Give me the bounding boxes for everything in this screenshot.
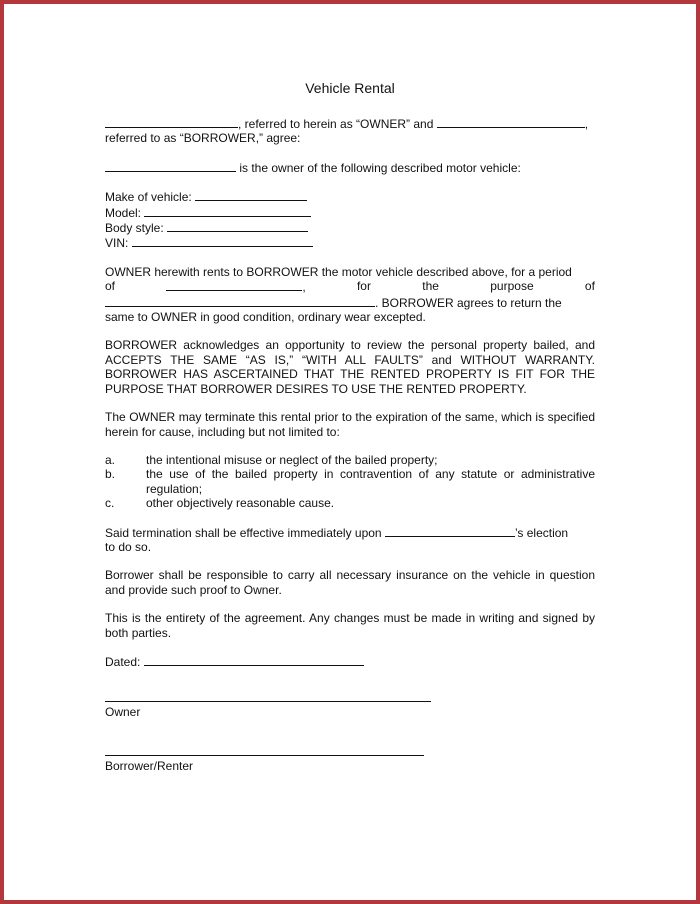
list-text: the intentional misuse or neglect of the bailed property; <box>146 452 438 467</box>
document-title: Vehicle Rental <box>305 80 395 96</box>
election-blank[interactable] <box>385 525 515 537</box>
field-vin <box>105 235 595 250</box>
parties-line-2: referred to as “BORROWER,” agree: <box>105 131 301 146</box>
list-text <box>146 467 595 496</box>
parties-comma: , <box>584 117 589 131</box>
period-blank[interactable] <box>166 279 302 291</box>
field-make <box>105 189 595 204</box>
effective-line <box>105 525 595 540</box>
body-style-blank[interactable] <box>167 220 308 232</box>
list-marker: b. <box>105 467 116 482</box>
list-item-row <box>105 467 595 496</box>
vin-blank[interactable] <box>132 235 313 247</box>
list-text: other objectively reasonable cause. <box>146 496 335 511</box>
owner-statement-text: is the owner of the following described motor vehicle: <box>239 160 521 175</box>
list-text-content: the use of the bailed property in contravention of any statute or administrative regulation; <box>146 467 595 496</box>
rental-terms-line-4: same to OWNER in good condition, ordinary wear excepted. <box>105 310 426 325</box>
effective-line-2: to do so. <box>105 539 152 554</box>
rt-purpose: purpose <box>490 279 534 294</box>
rental-terms-line-3 <box>105 295 595 310</box>
dated-line <box>105 654 595 669</box>
termination-paragraph: The OWNER may terminate this rental prior to the expiration of the same, which is specified herein for cause, including but not limited to: <box>105 410 595 439</box>
parties-text: , referred to herein as “OWNER” and <box>238 117 434 131</box>
rt-of: of <box>105 279 116 294</box>
field-body-label: Body style: <box>105 221 164 236</box>
list-item <box>105 496 595 510</box>
period-wrap <box>166 279 305 294</box>
field-body-style <box>105 220 595 235</box>
rt-return: . BORROWER agrees to return the <box>375 295 562 310</box>
dated-label: Dated: <box>105 654 141 669</box>
entirety-paragraph: This is the entirety of the agreement. Any changes must be made in writing and signed by both parties. <box>105 611 595 640</box>
election-text: ’s election <box>514 525 569 540</box>
rental-terms-line-2 <box>105 279 595 294</box>
list-item <box>105 467 595 496</box>
rental-terms-line-1: OWNER herewith rents to BORROWER the motor vehicle described above, for a period <box>105 264 572 279</box>
rt-for: for <box>356 279 371 294</box>
as-is-paragraph: BORROWER acknowledges an opportunity to review the personal property bailed, and ACCEPTS THE SAME “AS IS,” “WITH ALL FAULTS” and WITHOUT WARRANTY. BORROWER HAS ASCERTAINED THAT THE RENTED PROPERTY IS FIT FOR THE PURPOSE THAT BORROWER DESIRES TO USE THE RENTED PROPERTY. <box>105 338 595 396</box>
rt-the: the <box>422 279 439 294</box>
owner-signature-line[interactable] <box>105 701 431 702</box>
purpose-blank[interactable] <box>105 295 375 307</box>
rt-comma: , <box>302 280 306 295</box>
borrower-name-blank[interactable] <box>437 116 585 128</box>
field-vin-label: VIN: <box>105 236 129 251</box>
owner-label: Owner <box>105 705 141 720</box>
model-blank[interactable] <box>144 205 311 217</box>
parties-line <box>105 116 595 131</box>
effective-text: Said termination shall be effective immediately upon <box>105 525 382 540</box>
make-blank[interactable] <box>195 189 307 201</box>
field-model <box>105 205 595 220</box>
field-make-label: Make of vehicle: <box>105 190 192 205</box>
borrower-signature-line[interactable] <box>105 755 424 756</box>
list-item <box>105 453 595 467</box>
rt-of-2: of <box>584 279 595 294</box>
document-body <box>105 116 595 773</box>
borrower-label: Borrower/Renter <box>105 758 194 773</box>
list-marker: c. <box>105 496 115 511</box>
owner-statement <box>105 160 595 175</box>
insurance-paragraph: Borrower shall be responsible to carry all necessary insurance on the vehicle in question and provide such proof to Owner. <box>105 568 595 597</box>
list-marker: a. <box>105 452 116 467</box>
field-model-label: Model: <box>105 205 142 220</box>
owner-blank[interactable] <box>105 160 236 172</box>
owner-name-blank[interactable] <box>105 116 238 128</box>
date-blank[interactable] <box>144 654 364 666</box>
